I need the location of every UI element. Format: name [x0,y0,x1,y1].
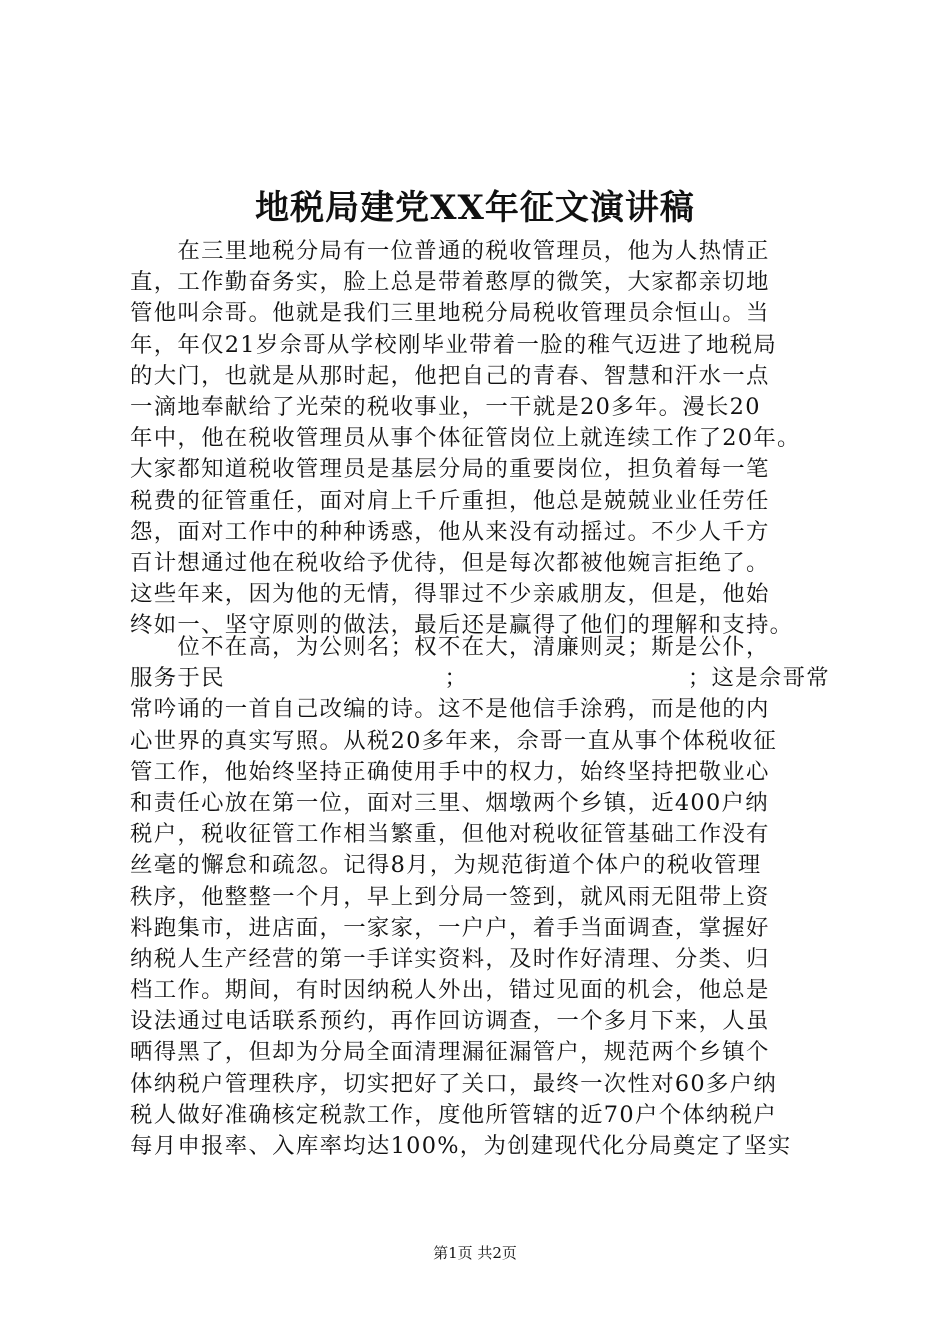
paragraph-line: 这些年来，因为他的无情，得罪过不少亲戚朋友，但是，他始 [130,581,770,608]
paragraph-2 [130,632,830,1162]
paragraph-line: 和责任心放在第一位，面对三里、烟墩两个乡镇，近400户纳 [130,789,769,816]
paragraph-1 [130,236,830,641]
paragraph-line: 百计想通过他在税收给予优待，但是每次都被他婉言拒绝了。 [130,549,770,576]
page-footer: 第1页 共2页 [433,1244,517,1262]
paragraph-line: 怨，面对工作中的种种诱惑，他从来没有动摇过。不少人千方 [130,518,770,545]
paragraph-line: 大家都知道税收管理员是基层分局的重要岗位，担负着每一笔 [130,456,770,483]
paragraph-line: 的大门，也就是从那时起，他把自己的青春、智慧和汗水一点 [130,362,770,389]
paragraph-line-spaced [130,663,830,694]
paragraph-line: 管他叫佘哥。他就是我们三里地税分局税收管理员佘恒山。当 [130,300,770,327]
paragraph-line: 常吟诵的一首自己改编的诗。这不是他信手涂鸦，而是他的内 [130,696,770,723]
paragraph-line: 秩序，他整整一个月，早上到分局一签到，就风雨无阻带上资 [130,883,770,910]
paragraph-line: 心世界的真实写照。从税20多年来，佘哥一直从事个体税收征 [130,727,778,754]
paragraph-line: 档工作。期间，有时因纳税人外出，错过见面的机会，他总是 [130,977,770,1004]
paragraph-line: 每月申报率、入库率均达100%，为创建现代化分局奠定了坚实 [130,1133,792,1159]
paragraph-line: 税费的征管重任，面对肩上千斤重担，他总是兢兢业业任劳任 [130,487,770,514]
paragraph-line: 位不在高，为公则名；权不在大，清廉则灵；斯是公仆， [130,634,770,660]
paragraph-line: 管工作，他始终坚持正确使用手中的权力，始终坚持把敬业心 [130,758,770,785]
text-fragment: ； [444,665,469,692]
paragraph-line: 直，工作勤奋务实，脸上总是带着憨厚的微笑，大家都亲切地 [130,269,770,296]
paragraph-line: 年，年仅21岁佘哥从学校刚毕业带着一脸的稚气迈进了地税局 [130,331,778,358]
paragraph-line: 一滴地奉献给了光荣的税收事业，一干就是20多年。漫长20 [130,393,761,420]
text-fragment: ；这是佘哥常 [687,665,830,692]
paragraph-line: 在三里地税分局有一位普通的税收管理员，他为人热情正 [130,238,770,264]
document-title: 地税局建党XX年征文演讲稿 [255,188,695,228]
paragraph-line: 体纳税户管理秩序，切实把好了关口，最终一次性对60多户纳 [130,1070,778,1097]
paragraph-line: 年中，他在税收管理员从事个体征管岗位上就连续工作了20年。 [130,425,801,452]
paragraph-line: 丝毫的懈怠和疏忽。记得8月，为规范街道个体户的税收管理 [130,852,762,879]
paragraph-line: 税人做好准确核定税款工作，度他所管辖的近70户个体纳税户 [130,1101,778,1128]
paragraph-line: 料跑集市，进店面，一家家，一户户，着手当面调查，掌握好 [130,914,770,941]
paragraph-line: 终如一、坚守原则的做法，最后还是赢得了他们的理解和支持。 [130,612,794,639]
paragraph-line: 设法通过电话联系预约，再作回访调查，一个多月下来，人虽 [130,1008,770,1035]
text-fragment: 服务于民 [130,665,225,692]
paragraph-line: 纳税人生产经营的第一手详实资料，及时作好清理、分类、归 [130,945,770,972]
paragraph-line: 税户，税收征管工作相当繁重，但他对税收征管基础工作没有 [130,821,770,848]
paragraph-line: 晒得黑了，但却为分局全面清理漏征漏管户，规范两个乡镇个 [130,1039,770,1066]
